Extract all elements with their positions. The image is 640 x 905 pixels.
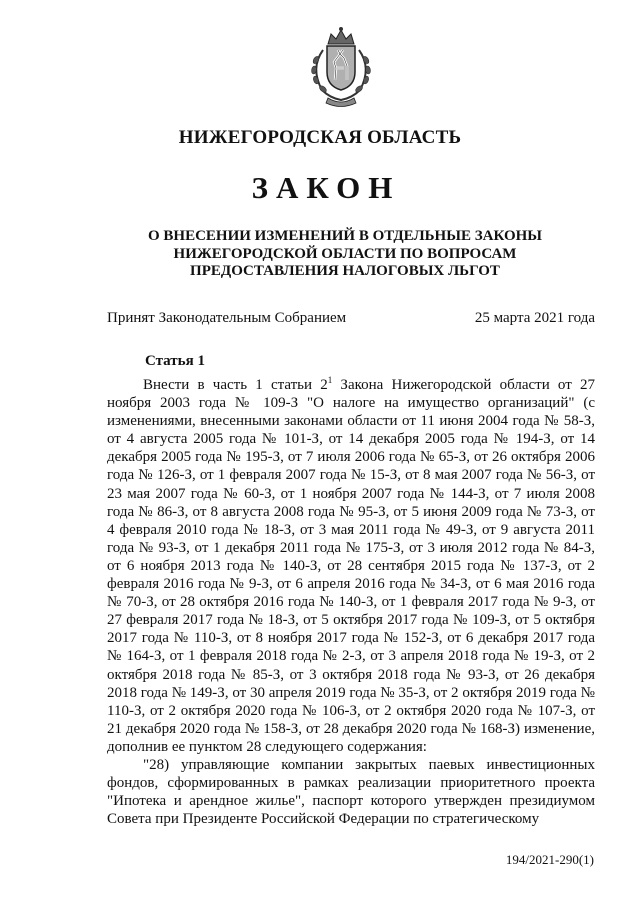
law-subject-line: ПРЕДОСТАВЛЕНИЯ НАЛОГОВЫХ ЛЬГОТ	[190, 263, 500, 279]
article-superscript: 1	[327, 375, 333, 385]
law-subject	[110, 228, 580, 281]
document-type-title: ЗАКОН	[251, 170, 401, 205]
region-title: НИЖЕГОРОДСКАЯ ОБЛАСТЬ	[178, 127, 462, 148]
article-body	[107, 376, 595, 828]
article-item-28: "28) управляющие компании закрытых паевых инвестиционных фондов, сформированных в рамках реализации приоритетного проекта "Ипотека и арендное жилье", паспорт которого утвержден президиумом Совета при Президенте Российской Федерации по стратегическому	[107, 756, 595, 828]
coat-of-arms-icon	[300, 24, 382, 108]
article-heading: Статья 1	[145, 353, 205, 369]
law-subject-line: О ВНЕСЕНИИ ИЗМЕНЕНИЙ В ОТДЕЛЬНЫЕ ЗАКОНЫ	[147, 228, 543, 244]
adoption-date: 25 марта 2021 года	[474, 310, 595, 326]
adopted-by-text: Принят Законодательным Собранием	[107, 310, 347, 326]
adoption-row	[107, 310, 595, 327]
article-intro-paragraph	[107, 376, 595, 756]
article-intro-rest: Закона Нижегородской области от 27 ноября 2003 года № 109-З "О налоге на имущество организаций" (с изменениями, внесенными законами области от 11 июня 2004 года № 58-З, от 4 августа 2005 года № 101-З, от 14 декабря 2005 года № 194-З, от 14 декабря 2005 года № 195-З, от 7 июля 2006 года № 65-З, от 26 октября 2006 года № 126-З, от 1 февраля 2007 года № 15-З, от 8 мая 2007 года № 56-З, от 23 мая 2007 года № 60-З, от 1 ноября 2007 года № 144-З, от 7 июля 2008 года № 86-З, от 8 августа 2008 года № 95-З, от 5 июня 2009 года № 73-З, от 4 февраля 2010 года № 18-З, от 3 мая 2011 года № 49-З, от 9 августа 2011 года № 93-З, от 1 декабря 2011 года № 175-З, от 3 июля 2012 года № 84-З, от 6 ноября 2013 года № 140-З, от 28 сентября 2015 года № 137-З, от 2 февраля 2016 года № 9-З, от 6 апреля 2016 года № 34-З, от 6 мая 2016 года № 70-З, от 28 октября 2016 года № 140-З, от 1 февраля 2017 года № 9-З, от 27 февраля 2017 года № 18-З, от 5 октября 2017 года № 109-З, от 5 октября 2017 года № 110-З, от 8 ноября 2017 года № 152-З, от 6 декабря 2017 года № 164-З, от 1 февраля 2018 года № 2-З, от 3 апреля 2018 года № 19-З, от 2 октября 2018 года № 85-З, от 3 октября 2018 года № 93-З, от 26 декабря 2018 года № 149-З, от 30 апреля 2019 года № 35-З, от 2 октября 2019 года № 110-З, от 2 октября 2020 года № 106-З, от 2 октября 2020 года № 107-З, от 21 декабря 2020 года № 158-З, от 28 декабря 2020 года № 168-З) изменение, дополнив ее пунктом 28 следующего содержания:	[107, 377, 595, 755]
article-intro-start: Внести в часть 1 статьи 2	[143, 377, 328, 393]
law-subject-line: НИЖЕГОРОДСКОЙ ОБЛАСТИ ПО ВОПРОСАМ	[173, 245, 517, 262]
document-number: 194/2021-290(1)	[505, 852, 594, 867]
